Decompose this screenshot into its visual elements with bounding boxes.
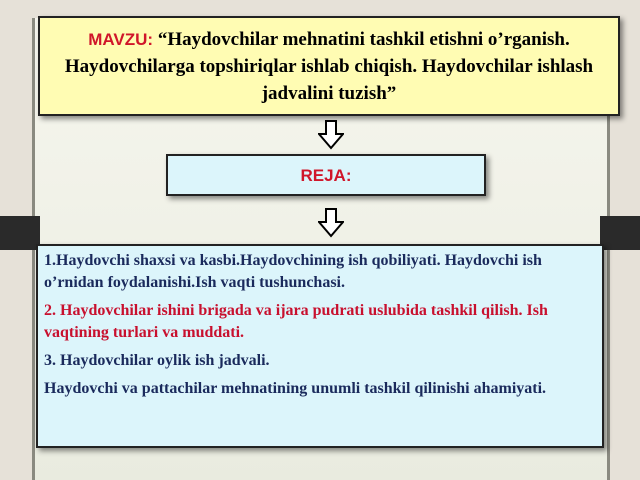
topic-text: “Haydovchilar mehnatini tashkil etishni o’rganish. Haydovchilarga topshiriqlar ishlab chiqish. Haydovchilar ishlash jadvalini tuzish” xyxy=(64,29,594,104)
down-arrow-icon xyxy=(318,120,344,150)
plan-heading: REJA: xyxy=(166,154,486,196)
plan-item-4: Haydovchi va pattachilar mehnatining unumli tashkil qilinishi ahamiyati. xyxy=(44,380,547,397)
plan-list xyxy=(36,244,604,448)
plan-item-1: 1.Haydovchi shaxsi va kasbi.Haydovchining ish qobiliyati. Haydovchi ish o’rnidan foydalanishi.Ish vaqti tushunchasi. xyxy=(44,252,542,291)
right-bar xyxy=(600,216,640,250)
plan-item-2: 2. Haydovchilar ishini brigada va ijara pudrati uslubida tashkil qilish. Ish vaqtining turlari va muddati. xyxy=(44,302,548,341)
plan-item-3: 3. Haydovchilar oylik ish jadvali. xyxy=(44,352,270,369)
left-bar xyxy=(0,216,40,250)
topic-label: MAVZU: xyxy=(88,30,154,49)
topic-box xyxy=(38,16,620,116)
down-arrow-icon xyxy=(318,208,344,238)
